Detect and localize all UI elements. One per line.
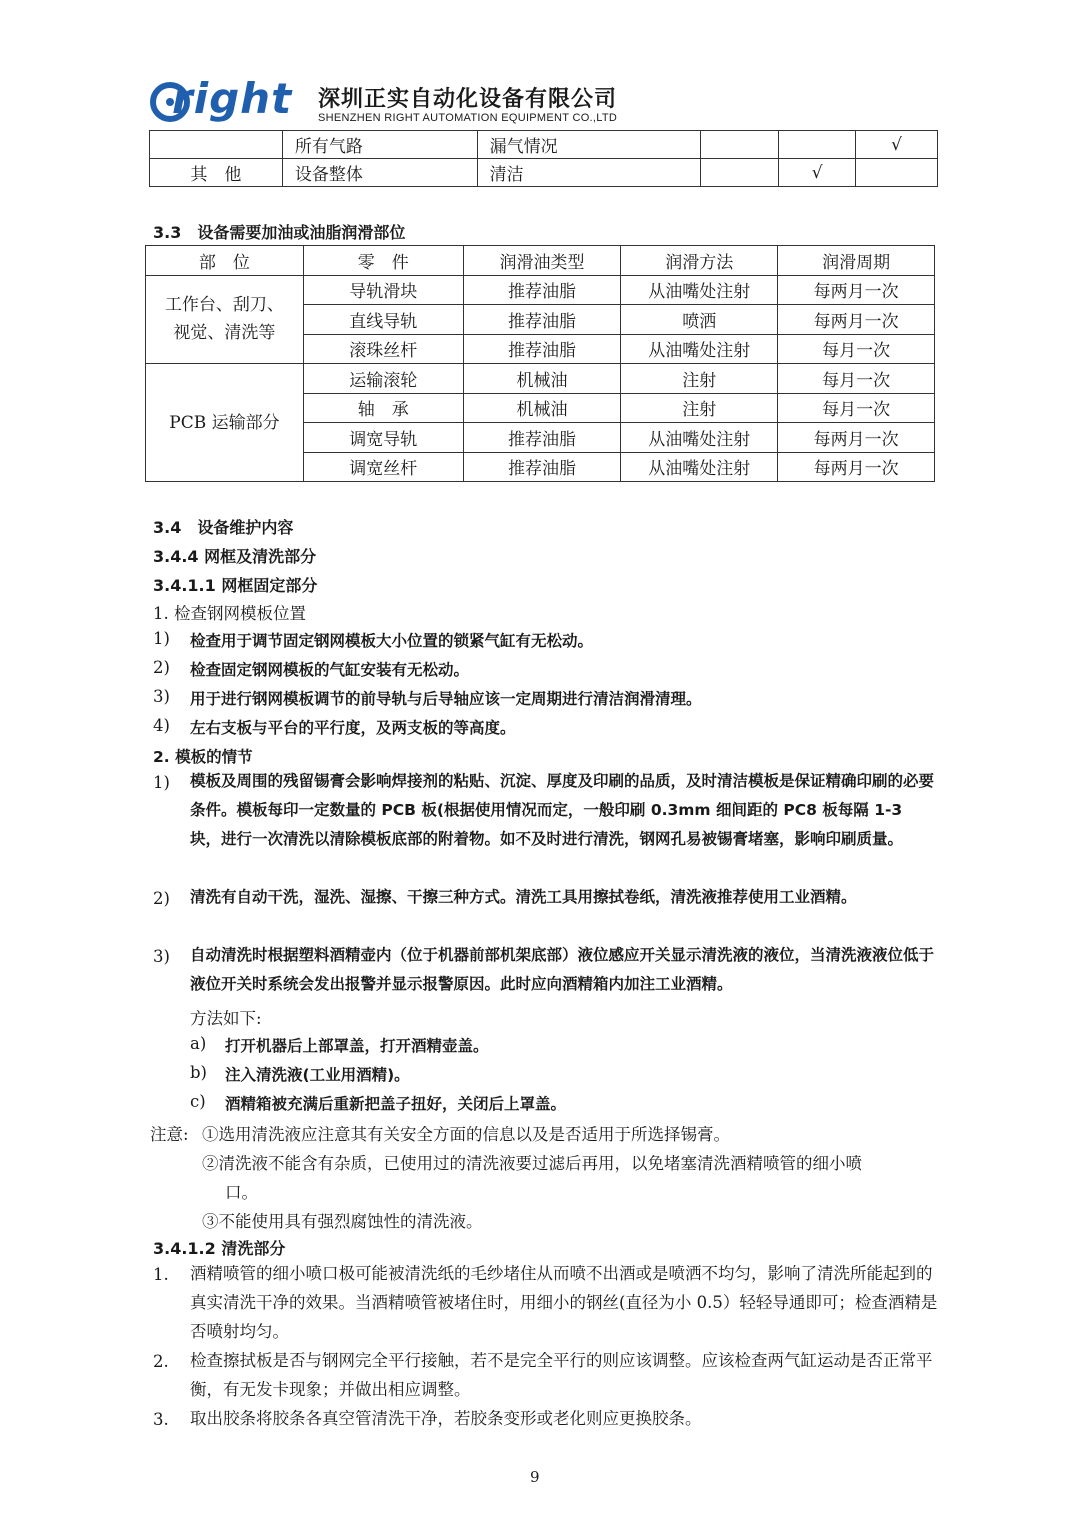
table-cell: 从油嘴处注射 bbox=[621, 275, 778, 305]
subsection-heading: 3.4.4 网框及清洗部分 bbox=[153, 547, 317, 566]
paragraph: 清洗有自动干洗，湿洗、湿擦、干擦三种方式。清洗工具用擦拭卷纸，清洗液推荐使用工业酒精。 bbox=[190, 888, 857, 906]
table-cell: 推荐油脂 bbox=[463, 334, 621, 364]
paragraph: 酒精喷管的细小喷口极可能被清洗纸的毛纱堵住从而喷不出酒或是喷洒不均匀，影响了清洗所能起到的真实清洗干净的效果。当酒精喷管被堵住时，用细小的钢丝(直径为小 0.5）轻轻导通即可；检查酒精是否喷射均匀。 bbox=[190, 1264, 938, 1341]
subsection-heading: 3.4.1.2 清洗部分 bbox=[153, 1239, 286, 1258]
table-cell: 导轨滑块 bbox=[303, 275, 463, 305]
item-title: 1. 检查钢网模板位置 bbox=[153, 604, 306, 623]
table-cell: 注射 bbox=[621, 364, 778, 394]
list-item: 左右支板与平台的平行度，及两支板的等高度。 bbox=[190, 719, 516, 737]
table-cell bbox=[779, 131, 856, 159]
table-cell: 推荐油脂 bbox=[463, 452, 621, 482]
table-cell: 轴 承 bbox=[303, 393, 463, 423]
company-name-cn: 深圳正实自动化设备有限公司 bbox=[318, 87, 618, 112]
table-cell bbox=[701, 159, 779, 187]
table-row bbox=[150, 131, 938, 159]
table-cell: 每两月一次 bbox=[778, 275, 935, 305]
list-number: a) bbox=[190, 1034, 207, 1053]
logo-text: right bbox=[172, 74, 293, 123]
table-cell bbox=[701, 131, 779, 159]
table-cell: 从油嘴处注射 bbox=[621, 423, 778, 453]
table-cell: 机械油 bbox=[463, 364, 621, 394]
list-number: c) bbox=[190, 1092, 206, 1111]
method-label: 方法如下: bbox=[190, 1009, 262, 1028]
table-cell: 每月一次 bbox=[778, 334, 935, 364]
inspection-table bbox=[149, 130, 938, 187]
note-item: ②清洗液不能含有杂质，已使用过的清洗液要过滤后再用，以免堵塞清洗酒精喷管的细小喷 bbox=[202, 1154, 862, 1173]
item-title: 2. 模板的情节 bbox=[153, 748, 253, 766]
section-heading: 3.4 设备维护内容 bbox=[153, 518, 294, 537]
list-item: 用于进行钢网模板调节的前导轨与后导轴应该一定周期进行清洁润滑清理。 bbox=[190, 690, 702, 708]
note-item: 口。 bbox=[225, 1183, 258, 1202]
list-number: 3. bbox=[153, 1410, 169, 1429]
page-number: 9 bbox=[530, 1468, 540, 1486]
list-number: 3) bbox=[153, 687, 170, 706]
list-item: 打开机器后上部罩盖，打开酒精壶盖。 bbox=[225, 1037, 489, 1055]
table-cell: 推荐油脂 bbox=[463, 423, 621, 453]
list-item: 酒精箱被充满后重新把盖子扭好，关闭后上罩盖。 bbox=[225, 1095, 567, 1113]
column-header: 润滑方法 bbox=[621, 246, 778, 276]
table-cell: 调宽导轨 bbox=[303, 423, 463, 453]
list-number: 1) bbox=[153, 629, 170, 648]
table-cell: 直线导轨 bbox=[303, 305, 463, 335]
list-number: 2) bbox=[153, 658, 170, 677]
letterhead bbox=[150, 70, 950, 130]
company-logo bbox=[150, 70, 310, 128]
column-header: 润滑周期 bbox=[778, 246, 935, 276]
column-header: 润滑油类型 bbox=[463, 246, 621, 276]
list-number: 2. bbox=[153, 1352, 169, 1371]
list-item: 检查用于调节固定钢网模板大小位置的锁紧气缸有无松动。 bbox=[190, 632, 594, 650]
lubrication-table bbox=[145, 245, 935, 482]
paragraph: 自动清洗时根据塑料酒精壶内（位于机器前部机架底部）液位感应开关显示清洗液的液位，当清洗液液位低于液位开关时系统会发出报警并显示报警原因。此时应向酒精箱内加注工业酒精。 bbox=[190, 946, 935, 993]
column-header: 零 件 bbox=[303, 246, 463, 276]
list-number: b) bbox=[190, 1063, 207, 1082]
table-cell: 设备整体 bbox=[282, 159, 477, 187]
section-heading: 3.3 设备需要加油或油脂润滑部位 bbox=[153, 223, 406, 242]
table-cell: 调宽丝杆 bbox=[303, 452, 463, 482]
table-cell: 每两月一次 bbox=[778, 423, 935, 453]
table-cell: 其 他 bbox=[150, 159, 283, 187]
table-cell: 注射 bbox=[621, 393, 778, 423]
table-cell: 每月一次 bbox=[778, 364, 935, 394]
list-item: 检查固定钢网模板的气缸安装有无松动。 bbox=[190, 661, 470, 679]
table-cell bbox=[856, 159, 938, 187]
table-cell: 机械油 bbox=[463, 393, 621, 423]
note-item: ③不能使用具有强烈腐蚀性的清洗液。 bbox=[202, 1212, 483, 1231]
column-header: 部 位 bbox=[146, 246, 304, 276]
table-row bbox=[146, 364, 935, 394]
table-header-row bbox=[146, 246, 935, 276]
group-cell: 工作台、刮刀、视觉、清洗等 bbox=[146, 275, 304, 364]
note-label: 注意: bbox=[150, 1125, 189, 1144]
subsection-heading: 3.4.1.1 网框固定部分 bbox=[153, 576, 318, 595]
table-cell: 漏气情况 bbox=[477, 131, 701, 159]
note-item: ①选用清洗液应注意其有关安全方面的信息以及是否适用于所选择锡膏。 bbox=[202, 1125, 730, 1144]
table-cell bbox=[150, 131, 283, 159]
table-cell: 推荐油脂 bbox=[463, 275, 621, 305]
table-cell: 从油嘴处注射 bbox=[621, 334, 778, 364]
company-name-en: SHENZHEN RIGHT AUTOMATION EQUIPMENT CO.,LTD bbox=[318, 112, 618, 124]
table-cell: 推荐油脂 bbox=[463, 305, 621, 335]
table-row bbox=[146, 275, 935, 305]
table-row bbox=[150, 159, 938, 187]
table-cell: 运输滚轮 bbox=[303, 364, 463, 394]
table-cell: 每月一次 bbox=[778, 393, 935, 423]
document-page: right 深圳正实自动化设备有限公司 SHENZHEN RIGHT AUTOMATION EQUIPMENT CO.,LTD 所有气路 漏气情况 √ 其 他 设备整体 清洁 √ 3.3 设备需要加油或油脂润滑部位 部 位 零 件 润滑油类型 润滑方法 润滑周期 工作台、刮刀、视觉、清洗等 导轨滑块 推荐油脂 从油嘴处注射 每两月一次 直线导轨 推荐油脂 喷洒 每两月一次 滚珠丝杆 推荐油脂 从油嘴处注射 每月一次 PCB 运输部分 运输滚轮 机械油 注射 每月一次 轴 承 机械油 注射 每月一次 调宽导轨 推荐油脂 从油嘴处注射 每两月一次 调宽丝杆 推荐油脂 从油嘴处注射 每两月一次 3.4 设备维护内容 3.4.4 网框及清洗部分 3.4.1.1 网框固定部分 1. 检查钢网模板位置 1) 检查用于调节固定钢网模板大小位置的锁紧气缸有无松动。 2) 检查固定钢网模板的气缸安装有无松动。 3) 用于进行钢网模板调节的前导轨与后导轴应该一定周期进行清洁润滑清理。 4) 左右支板与平台的平行度，及两支板的等高度。 2. 模板的情节 1) 模板及周围的残留锡膏会影响焊接剂的粘贴、沉淀、厚度及印刷的品质，及时清洁模板是保证精确印刷的必要条件。模板每印一定数量的 PCB 板(根据使用情况而定，一般印刷 0.3mm 细间距的 PC8 板每隔 1-3 块，进行一次清洗以清除模板底部的附着物。如不及时进行清洗，钢网孔易被锡膏堵塞，影响印刷质量。 2) 清洗有自动干洗，湿洗、湿擦、干擦三种方式。清洗工具用擦拭卷纸，清洗液推荐使用工业酒精。 3) 自动清洗时根据塑料酒精壶内（位于机器前部机架底部）液位感应开关显示清洗液的液位，当清洗液液位低于液位开关时系统会发出报警并显示报警原因。此时应向酒精箱内加注工业酒精。 方法如下: a) 打开机器后上部罩盖，打开酒精壶盖。 b) 注入清洗液(工业用酒精)。 c) 酒精箱被充满后重新把盖子扭好，关闭后上罩盖。 注意: ①选用清洗液应注意其有关安全方面的信息以及是否适用于所选择锡膏。 ②清洗液不能含有杂质，已使用过的清洗液要过滤后再用，以免堵塞清洗酒精喷管的细小喷 口。 ③不能使用具有强烈腐蚀性的清洗液。 3.4.1.2 清洗部分 1. 酒精喷管的细小喷口极可能被清洗纸的毛纱堵住从而喷不出酒或是喷洒不均匀，影响了清洗所能起到的真实清洗干净的效果。当酒精喷管被堵住时，用细小的钢丝(直径为小 0.5）轻轻导通即可；检查酒精是否喷射均匀。 2. 检查擦拭板是否与钢网完全平行接触，若不是完全平行的则应该调整。应该检查两气缸运动是否正常平衡，有无发卡现象；并做出相应调整。 3. 取出胶条将胶条各真空管清洗干净，若胶条变形或老化则应更换胶条。 9 bbox=[0, 0, 1080, 1528]
table-cell: 清洁 bbox=[477, 159, 701, 187]
paragraph: 取出胶条将胶条各真空管清洗干净，若胶条变形或老化则应更换胶条。 bbox=[190, 1409, 702, 1428]
table-cell: 每两月一次 bbox=[778, 452, 935, 482]
table-cell: 喷洒 bbox=[621, 305, 778, 335]
list-item: 注入清洗液(工业用酒精)。 bbox=[225, 1066, 410, 1084]
table-cell: 滚珠丝杆 bbox=[303, 334, 463, 364]
table-cell: 每两月一次 bbox=[778, 305, 935, 335]
check-mark: √ bbox=[856, 131, 938, 159]
table-cell: 所有气路 bbox=[282, 131, 477, 159]
list-number: 4) bbox=[153, 716, 170, 735]
paragraph: 检查擦拭板是否与钢网完全平行接触，若不是完全平行的则应该调整。应该检查两气缸运动是否正常平衡，有无发卡现象；并做出相应调整。 bbox=[190, 1351, 933, 1399]
group-cell: PCB 运输部分 bbox=[146, 364, 304, 482]
paragraph: 模板及周围的残留锡膏会影响焊接剂的粘贴、沉淀、厚度及印刷的品质，及时清洁模板是保证精确印刷的必要条件。模板每印一定数量的 PCB 板(根据使用情况而定，一般印刷 0.3mm 细间距的 PC8 板每隔 1-3 块，进行一次清洗以清除模板底部的附着物。如不及时进行清洗，钢网孔易被锡膏堵塞，影响印刷质量。 bbox=[190, 772, 935, 848]
list-number: 1. bbox=[153, 1265, 169, 1284]
check-mark: √ bbox=[779, 159, 856, 187]
table-cell: 从油嘴处注射 bbox=[621, 452, 778, 482]
